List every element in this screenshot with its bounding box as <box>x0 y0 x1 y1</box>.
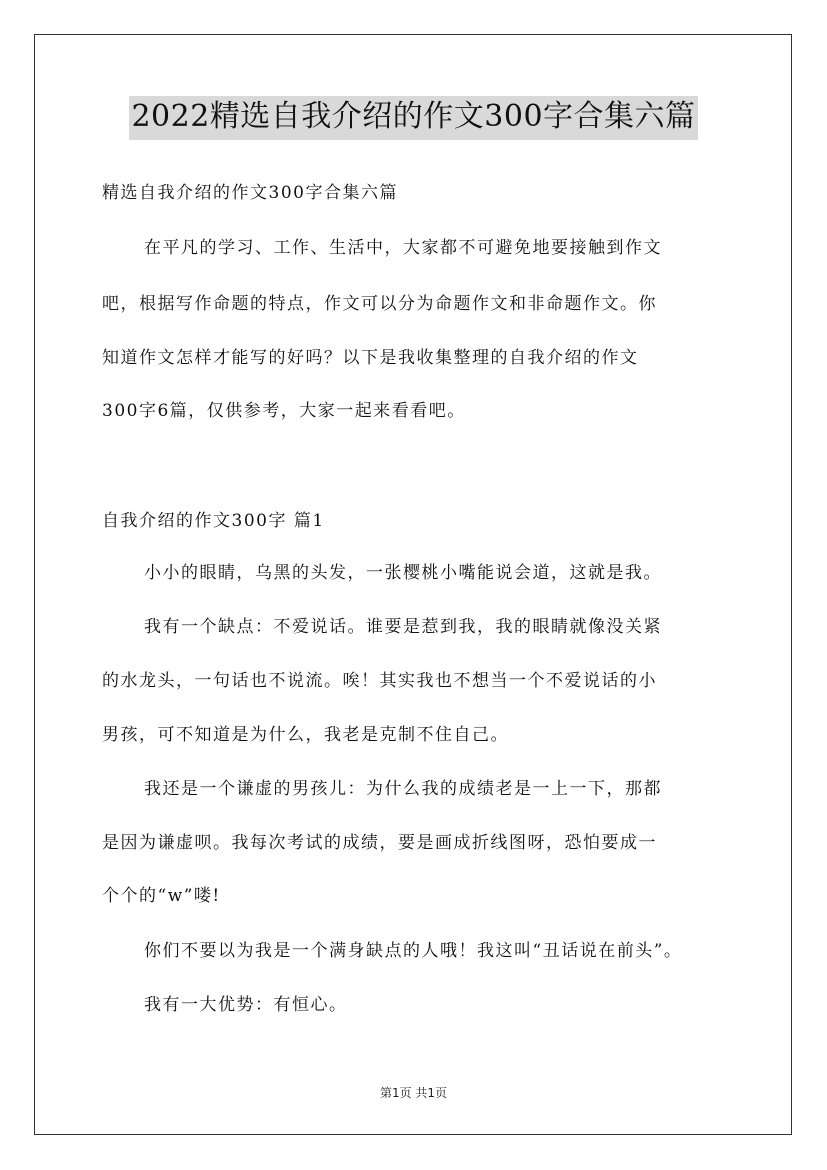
title-container <box>0 96 827 140</box>
document-subtitle: 精选自我介绍的作文300字合集六篇 <box>102 183 398 203</box>
body-line: 男孩，可不知道是为什么，我老是克制不住自己。 <box>102 725 509 745</box>
body-line: 我有一个缺点：不爱说话。谁要是惹到我，我的眼睛就像没关紧 <box>144 617 662 637</box>
body-line: 你们不要以为我是一个满身缺点的人哦！我这叫“丑话说在前头”。 <box>144 941 683 961</box>
body-line: 个个的“w”喽! <box>102 886 221 906</box>
document-title: 2022精选自我介绍的作文300字合集六篇 <box>129 96 697 140</box>
body-line: 是因为谦虚呗。我每次考试的成绩，要是画成折线图呀，恐怕要成一 <box>102 833 657 853</box>
intro-line: 300字6篇，仅供参考，大家一起来看看吧。 <box>102 401 466 421</box>
intro-line: 知道作文怎样才能写的好吗？以下是我收集整理的自我介绍的作文 <box>102 348 639 368</box>
intro-line: 吧，根据写作命题的特点，作文可以分为命题作文和非命题作文。你 <box>102 294 657 314</box>
body-line: 我有一大优势：有恒心。 <box>144 995 348 1015</box>
body-line: 小小的眼睛，乌黑的头发，一张樱桃小嘴能说会道，这就是我。 <box>144 563 662 583</box>
section-heading: 自我介绍的作文300字 篇1 <box>102 511 325 531</box>
intro-line: 在平凡的学习、工作、生活中，大家都不可避免地要接触到作文 <box>144 238 662 258</box>
body-line: 的水龙头，一句话也不说流。唉！其实我也不想当一个不爱说话的小 <box>102 671 657 691</box>
body-line: 我还是一个谦虚的男孩儿：为什么我的成绩老是一上一下，那都 <box>144 779 662 799</box>
page-footer: 第1页 共1页 <box>379 1086 448 1100</box>
